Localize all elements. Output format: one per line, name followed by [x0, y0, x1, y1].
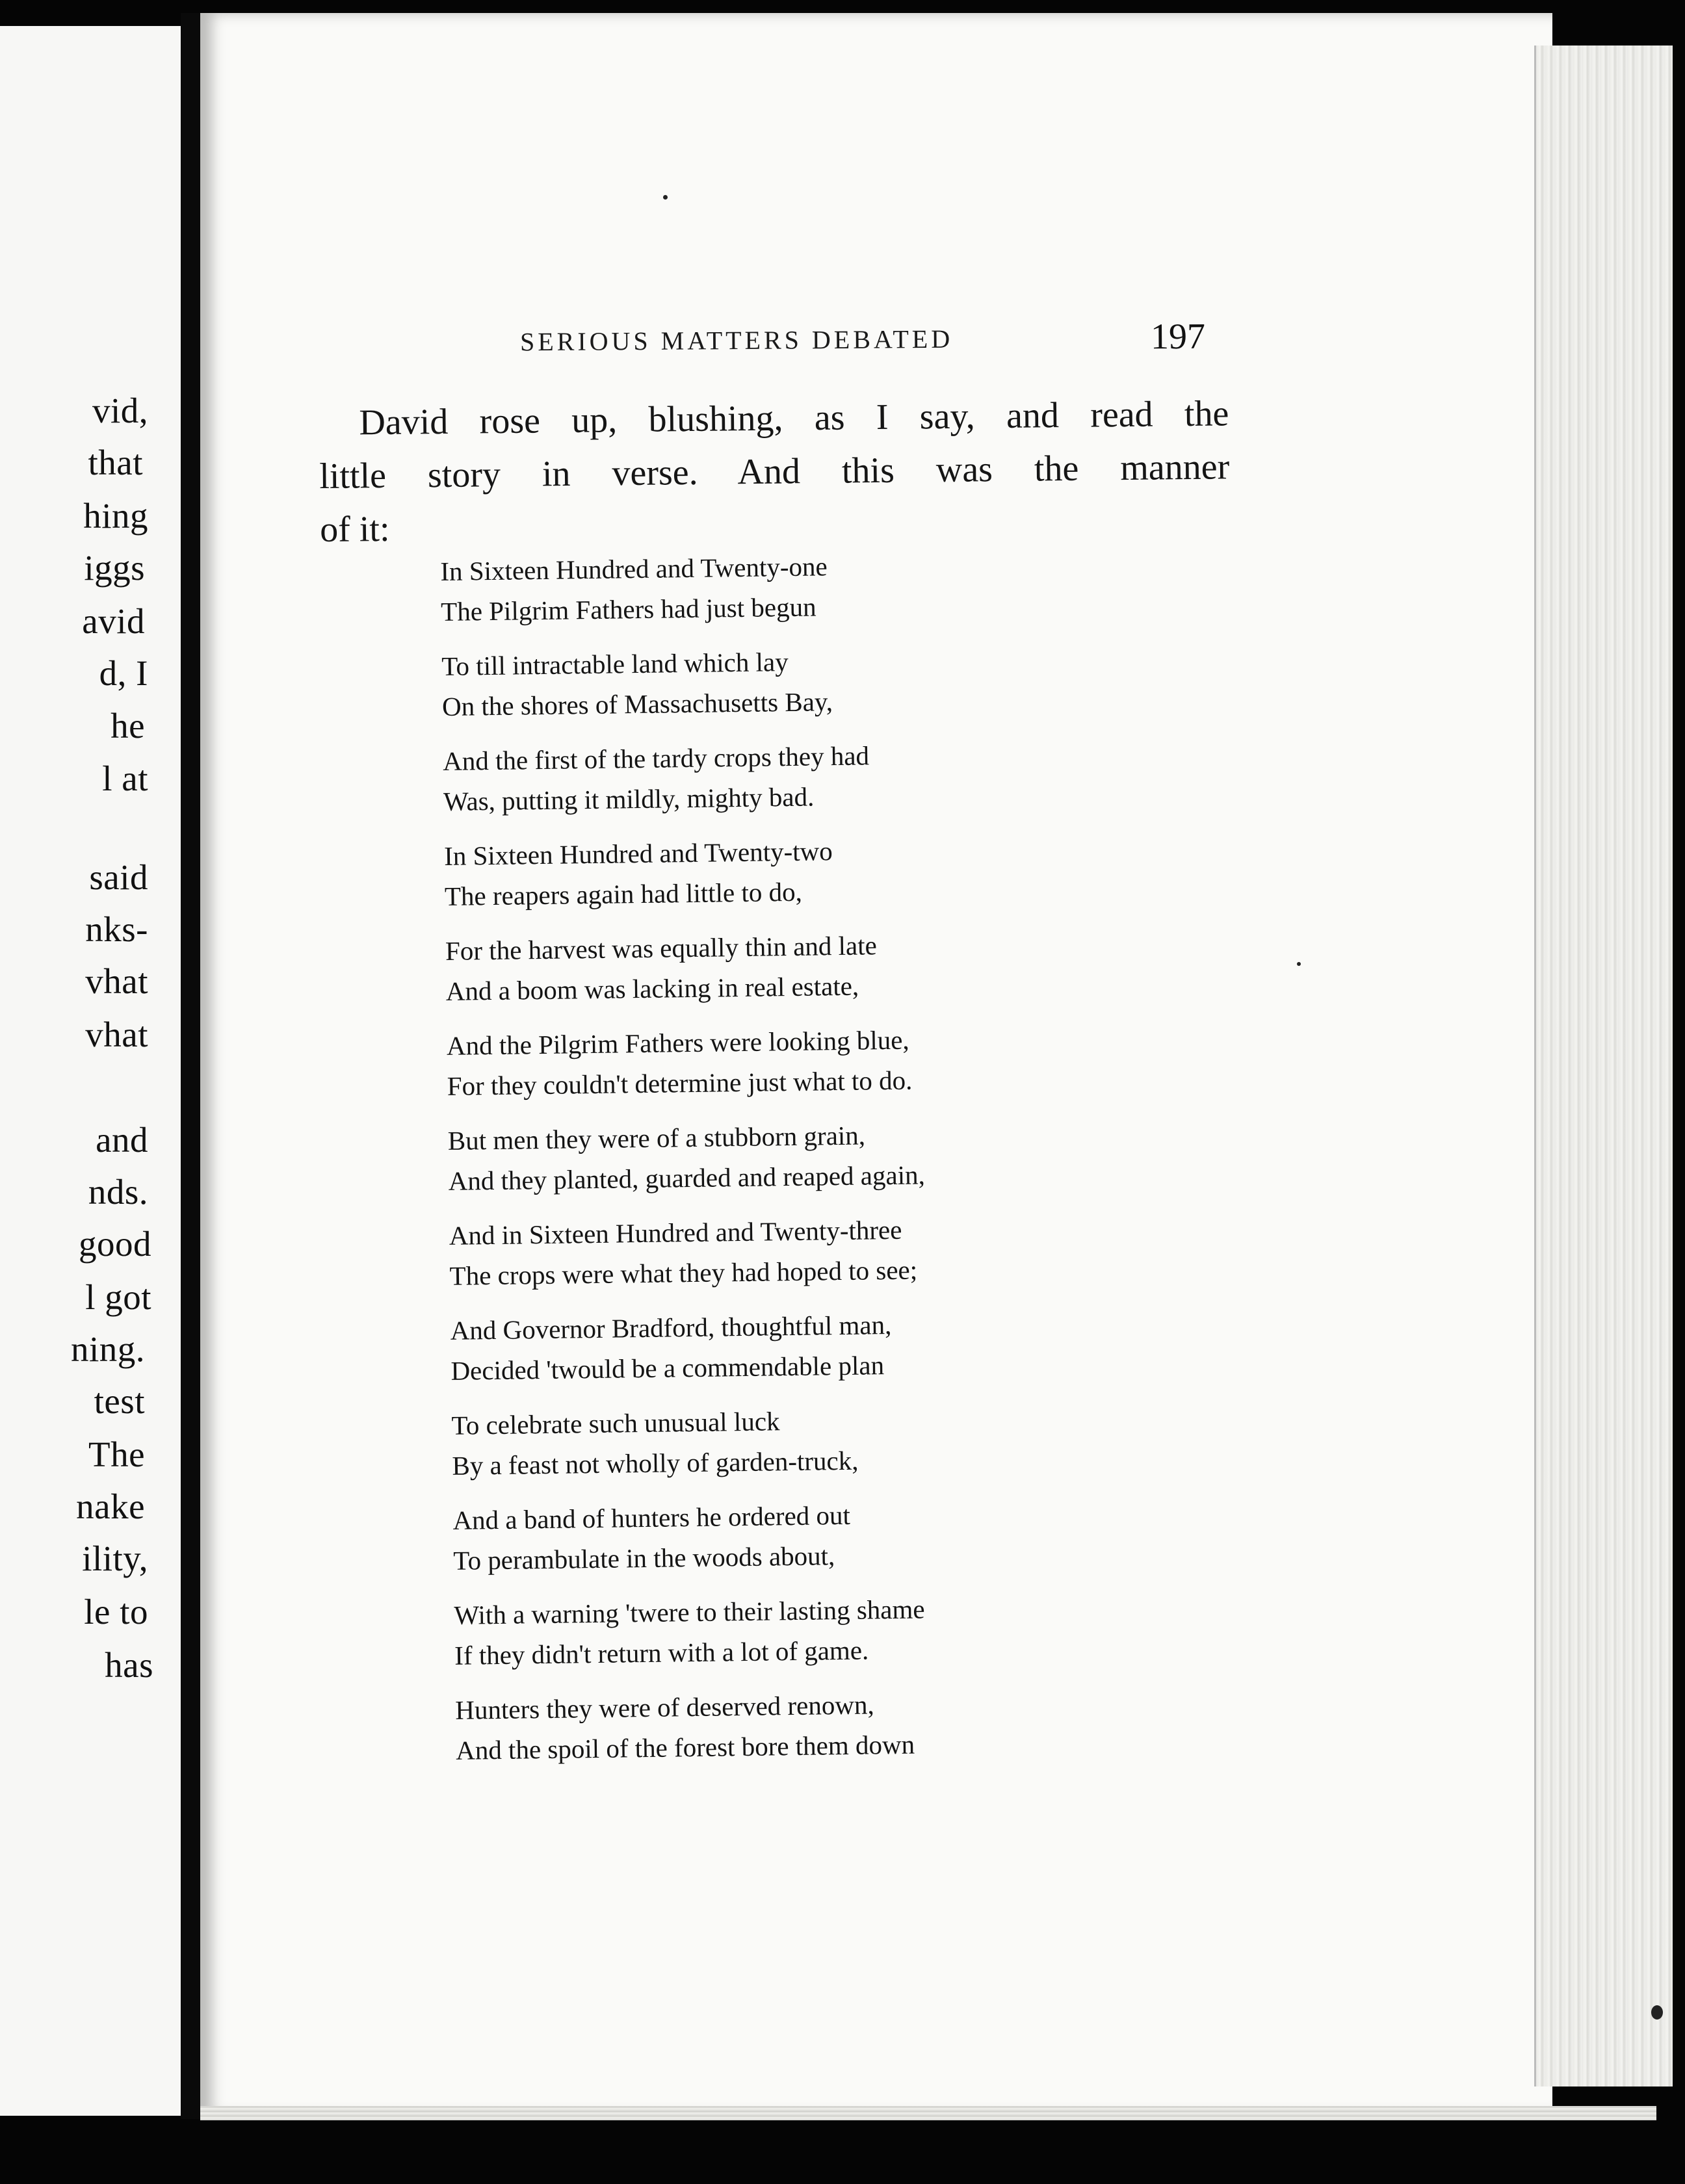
left-page-line-fragment: ning. — [70, 1329, 145, 1369]
page-number: 197 — [1150, 316, 1206, 358]
left-page-line-fragment: said — [89, 857, 148, 897]
scan-speck — [663, 195, 668, 200]
left-page-line-fragment: iggs — [84, 548, 145, 588]
scan-speck — [1651, 2005, 1663, 2020]
poem-stanza — [454, 1587, 1105, 1676]
left-page-line-fragment: d, I — [99, 653, 148, 693]
poem-line: Hunters they were of deserved renown, — [455, 1689, 874, 1725]
poem-line: On the shores of Massachusetts Bay, — [441, 686, 833, 722]
poem-stanza — [447, 1112, 1099, 1201]
poem-stanza — [441, 638, 1093, 727]
poem-line: For they couldn't determine just what to do. — [447, 1065, 913, 1101]
left-page-line-fragment: l at — [102, 759, 148, 798]
page-stack-edges — [1534, 46, 1673, 2086]
page-stack-bottom-edge — [200, 2106, 1656, 2120]
prose-line: little story in verse. And this was the manner — [319, 447, 1230, 497]
poem-line: For the harvest was equally thin and late — [445, 930, 878, 966]
poem-line: And they planted, guarded and reaped again, — [448, 1160, 926, 1196]
poem-line: With a warning 'twere to their lasting shame — [454, 1594, 925, 1630]
poem-line: To celebrate such unusual luck — [451, 1406, 780, 1440]
poem-line: And Governor Bradford, thoughtful man, — [450, 1310, 892, 1346]
poem-line: And a band of hunters he ordered out — [452, 1500, 851, 1535]
poem-line: To till intractable land which lay — [441, 647, 789, 681]
left-page-line-fragment: vhat — [85, 1015, 148, 1054]
poem-line: And in Sixteen Hundred and Twenty-three — [449, 1214, 902, 1251]
poem-stanza — [451, 1397, 1103, 1486]
left-page-line-fragment: nks- — [85, 909, 148, 949]
left-page-line-fragment: le to — [84, 1592, 148, 1632]
poem-line: But men they were of a stubborn grain, — [447, 1120, 866, 1156]
left-page-line-fragment: l got — [85, 1277, 151, 1317]
poem-line: In Sixteen Hundred and Twenty-two — [443, 836, 833, 871]
poem — [440, 543, 1106, 1785]
left-page-line-fragment: vhat — [85, 961, 148, 1001]
poem-line: To perambulate in the woods about, — [453, 1540, 835, 1576]
poem-stanza — [444, 827, 1095, 916]
left-page-line-fragment: test — [94, 1381, 145, 1421]
poem-stanza — [445, 922, 1097, 1011]
left-page-line-fragment: good — [79, 1224, 151, 1264]
poem-line: Was, putting it mildly, mighty bad. — [443, 781, 815, 816]
left-page-line-fragment: The — [88, 1435, 145, 1474]
poem-line: And the first of the tardy crops they had — [442, 740, 870, 776]
poem-line: The Pilgrim Fathers had just begun — [440, 592, 816, 627]
poem-line: If they didn't return with a lot of game. — [454, 1635, 869, 1670]
running-title: SERIOUS MATTERS DEBATED — [519, 324, 954, 357]
poem-line: And the Pilgrim Fathers were looking blue, — [446, 1024, 909, 1061]
poem-stanza — [449, 1207, 1100, 1296]
poem-stanza — [440, 543, 1091, 632]
left-page-line-fragment: has — [105, 1645, 153, 1685]
poem-line: And the spoil of the forest bore them down — [455, 1729, 915, 1765]
left-page-line-fragment: that — [88, 443, 143, 482]
poem-stanza — [447, 1017, 1098, 1106]
left-page-line-fragment: and — [96, 1120, 148, 1160]
left-page-line-fragment: vid, — [92, 391, 148, 430]
left-page-line-fragment: hing — [83, 496, 148, 536]
poem-stanza — [452, 1492, 1104, 1581]
prose-line: of it: — [319, 508, 390, 550]
book-gutter — [181, 13, 200, 2119]
poem-line: The crops were what they had hoped to see; — [449, 1254, 918, 1291]
poem-line: The reapers again had little to do, — [444, 876, 803, 911]
left-page-line-fragment: he — [111, 706, 145, 746]
poem-stanza — [455, 1682, 1106, 1771]
poem-line: By a feast not wholly of garden-truck, — [452, 1445, 859, 1481]
left-page-line-fragment: avid — [82, 601, 145, 641]
prose-paragraph — [319, 387, 1230, 556]
left-page-line-fragment: nake — [76, 1487, 145, 1526]
left-page-line-fragment: ility, — [82, 1539, 148, 1578]
poem-line: Decided 'twould be a commendable plan — [451, 1350, 885, 1386]
poem-stanza — [450, 1302, 1101, 1391]
scan-speck — [1297, 962, 1301, 966]
poem-line: In Sixteen Hundred and Twenty-one — [440, 551, 828, 586]
poem-stanza — [443, 733, 1094, 822]
prose-line: David rose up, blushing, as I say, and read the — [359, 393, 1229, 443]
left-page-line-fragment: nds. — [88, 1172, 148, 1212]
left-facing-page — [0, 26, 181, 2116]
poem-line: And a boom was lacking in real estate, — [445, 970, 859, 1006]
